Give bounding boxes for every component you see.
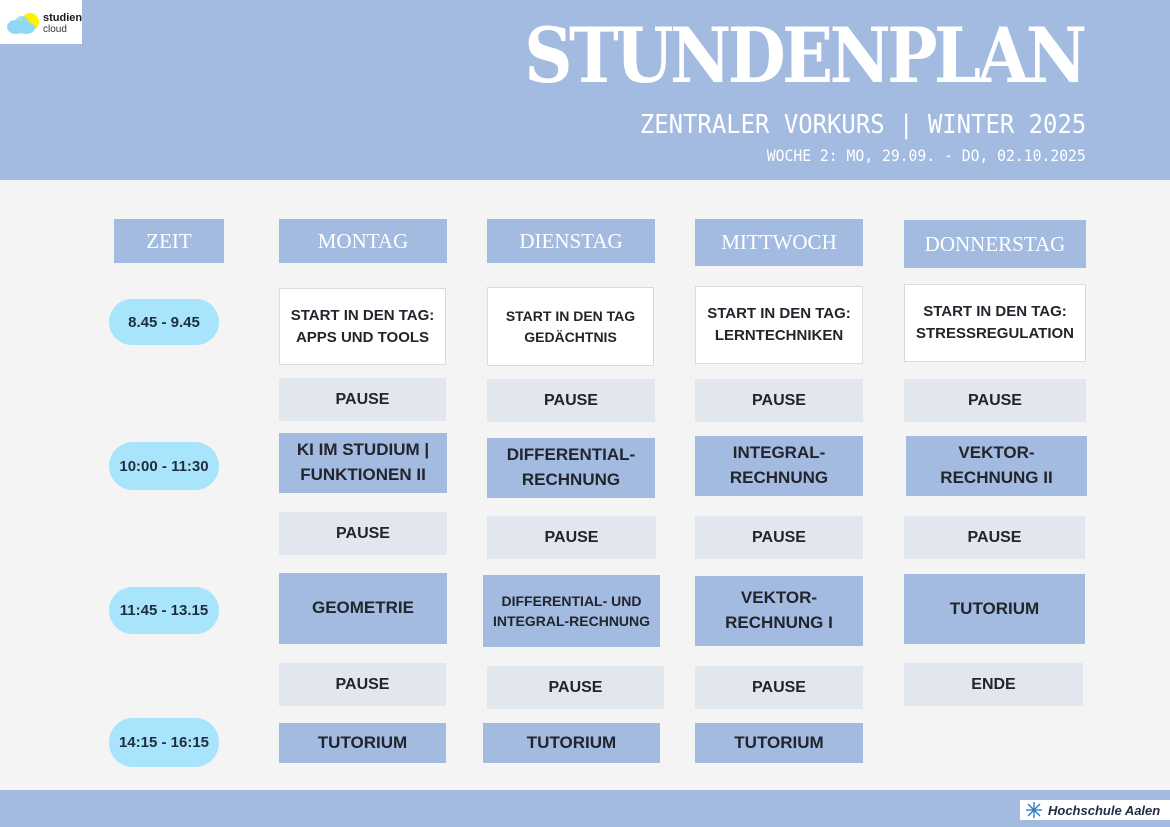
donnerstag-session-3: TUTORIUM xyxy=(904,574,1085,644)
mittwoch-session-2: INTEGRAL-RECHNUNG xyxy=(695,436,863,496)
dienstag-session-3: DIFFERENTIAL- UND INTEGRAL-RECHNUNG xyxy=(483,575,660,647)
logo-text-cloud: cloud xyxy=(43,24,67,35)
time-slot-1: 8.45 - 9.45 xyxy=(109,299,219,345)
mittwoch-pause-3: PAUSE xyxy=(695,666,863,709)
footer-band xyxy=(0,790,1170,827)
time-slot-3: 11:45 - 13.15 xyxy=(109,587,219,634)
column-header-zeit: ZEIT xyxy=(114,219,224,263)
dienstag-session-1: START IN DEN TAG GEDÄCHTNIS xyxy=(487,287,654,366)
montag-pause-1: PAUSE xyxy=(279,378,446,421)
donnerstag-session-2: VEKTOR-RECHNUNG II xyxy=(906,436,1087,496)
mittwoch-session-4: TUTORIUM xyxy=(695,723,863,763)
montag-session-4: TUTORIUM xyxy=(279,723,446,763)
column-header-montag: MONTAG xyxy=(279,219,447,263)
montag-session-3: GEOMETRIE xyxy=(279,573,447,644)
montag-session-1: START IN DEN TAG: APPS UND TOOLS xyxy=(279,288,446,365)
logo-text-studien: studien xyxy=(43,12,83,24)
dienstag-session-2: DIFFERENTIAL-RECHNUNG xyxy=(487,438,655,498)
dienstag-session-4: TUTORIUM xyxy=(483,723,660,763)
donnerstag-session-1: START IN DEN TAG: STRESSREGULATION xyxy=(904,284,1086,362)
cloud-sun-icon xyxy=(2,4,44,44)
time-slot-4: 14:15 - 16:15 xyxy=(109,718,219,767)
dienstag-pause-1: PAUSE xyxy=(487,379,655,422)
time-slot-2: 10:00 - 11:30 xyxy=(109,442,219,490)
page-title: STUNDENPLAN xyxy=(524,11,1084,100)
montag-session-2: KI IM STUDIUM | FUNKTIONEN II xyxy=(279,433,447,493)
week-range: WOCHE 2: MO, 29.09. - DO, 02.10.2025 xyxy=(766,146,1086,165)
column-header-mittwoch: MITTWOCH xyxy=(695,219,863,266)
studiencloud-logo xyxy=(0,0,82,44)
column-header-donnerstag: DONNERSTAG xyxy=(904,220,1086,268)
page-subtitle: ZENTRALER VORKURS | WINTER 2025 xyxy=(639,110,1086,140)
mittwoch-pause-1: PAUSE xyxy=(695,379,863,422)
hochschule-aalen-text: Hochschule Aalen xyxy=(1048,802,1161,818)
dienstag-pause-2: PAUSE xyxy=(487,516,656,559)
column-header-dienstag: DIENSTAG xyxy=(487,219,655,263)
mittwoch-session-1: START IN DEN TAG: LERNTECHNIKEN xyxy=(695,286,863,364)
hochschule-aalen-logo xyxy=(1020,800,1170,820)
donnerstag-pause-2: PAUSE xyxy=(904,516,1085,559)
donnerstag-end: ENDE xyxy=(904,663,1083,706)
mittwoch-pause-2: PAUSE xyxy=(695,516,863,559)
star-icon xyxy=(1022,801,1046,819)
donnerstag-pause-1: PAUSE xyxy=(904,379,1086,422)
montag-pause-2: PAUSE xyxy=(279,512,447,555)
dienstag-pause-3: PAUSE xyxy=(487,666,664,709)
montag-pause-3: PAUSE xyxy=(279,663,446,706)
mittwoch-session-3: VEKTOR-RECHNUNG I xyxy=(695,576,863,646)
